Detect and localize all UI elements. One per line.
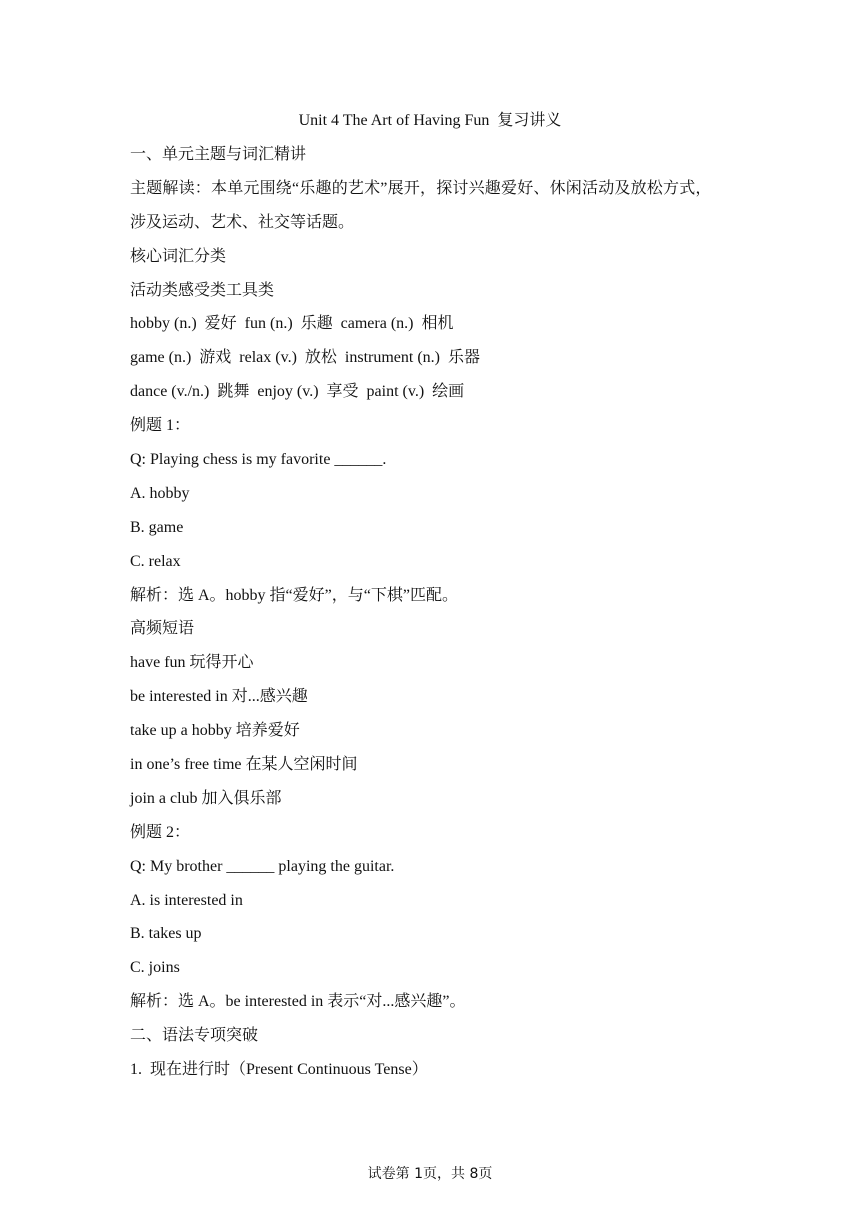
example-2-question: Q: My brother ______ playing the guitar.: [130, 857, 395, 875]
document-body: [130, 144, 740, 1093]
page-footer: 试卷第 1页，共 8页: [367, 1166, 493, 1182]
section-heading-grammar: 二、语法专项突破: [130, 1027, 259, 1045]
section-heading-vocabulary: 一、单元主题与词汇精讲: [130, 146, 307, 163]
example-2-option-b: B. takes up: [130, 925, 202, 943]
example-1-analysis: 解析：选 A。hobby 指“爱好”，与“下棋”匹配。: [130, 586, 458, 604]
example-1-option-c: C. relax: [130, 552, 181, 570]
subheading-phrases: 高频短语: [130, 620, 195, 638]
document-title: Unit 4 The Art of Having Fun 复习讲义: [298, 112, 562, 129]
theme-intro-line-1: 主题解读：本单元围绕“乐趣的艺术”展开，探讨兴趣爱好、休闲活动及放松方式，: [130, 179, 712, 197]
theme-intro-line-2: 涉及运动、艺术、社交等话题。: [130, 213, 355, 231]
example-2-option-c: C. joins: [130, 959, 180, 977]
example-1-option-a: A. hobby: [130, 484, 190, 502]
grammar-topic-1: 1. 现在进行时（Present Continuous Tense）: [130, 1061, 428, 1079]
vocabulary-row: dance (v./n.) 跳舞 enjoy (v.) 享受 paint (v.) 绘画: [130, 383, 465, 401]
example-1-option-b: B. game: [130, 518, 184, 536]
example-2-option-a: A. is interested in: [130, 891, 243, 909]
example-1-heading: 例题 1：: [130, 417, 191, 435]
phrase-item: have fun 玩得开心: [130, 654, 254, 672]
phrase-item: in one’s free time 在某人空闲时间: [130, 756, 358, 774]
vocabulary-row: game (n.) 游戏 relax (v.) 放松 instrument (n.) 乐器: [130, 349, 480, 367]
phrase-item: take up a hobby 培养爱好: [130, 722, 300, 740]
subheading-core-vocabulary: 核心词汇分类: [130, 247, 227, 265]
phrase-item: join a club 加入俱乐部: [130, 789, 282, 807]
vocabulary-row: hobby (n.) 爱好 fun (n.) 乐趣 camera (n.) 相机: [130, 315, 454, 333]
example-1-question: Q: Playing chess is my favorite ______.: [130, 451, 387, 469]
vocabulary-categories: 活动类感受类工具类: [130, 281, 275, 299]
example-2-analysis: 解析：选 A。be interested in 表示“对...感兴趣”。: [130, 993, 466, 1011]
phrase-item: be interested in 对...感兴趣: [130, 688, 308, 706]
example-2-heading: 例题 2：: [130, 823, 191, 841]
